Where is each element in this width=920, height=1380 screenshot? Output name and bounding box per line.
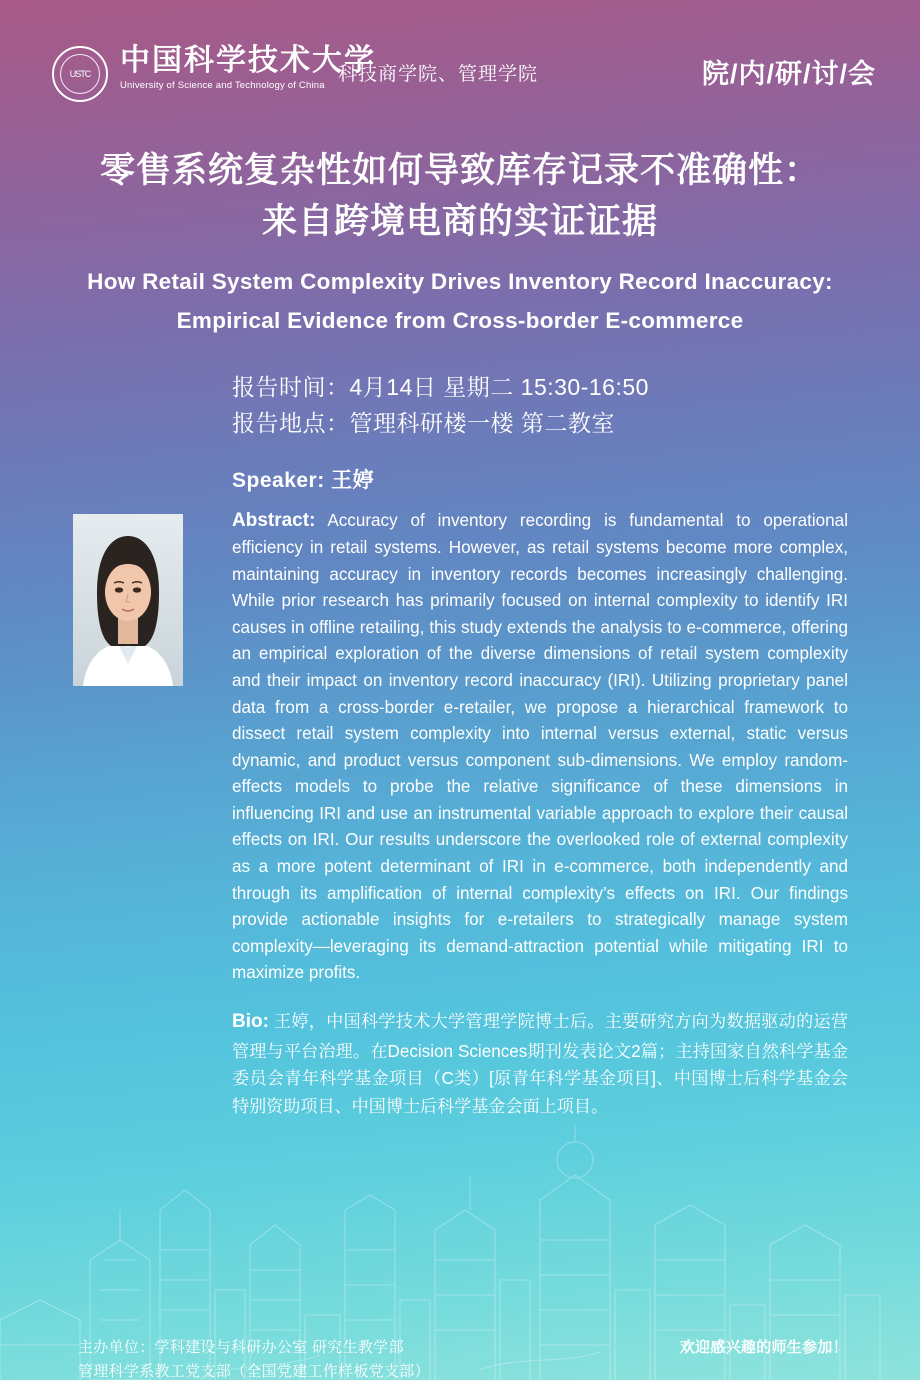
bio-body: 王婷，中国科学技术大学管理学院博士后。主要研究方向为数据驱动的运营管理与平台治理。在Decision Sciences期刊发表论文2篇；主持国家自然科学基金委员会青年科学基金项目（C类）[原青年科学基金项目]、中国博士后科学基金会特别资助项目、中国博士后科学基金会面上项目。: [232, 1011, 848, 1117]
department-name: 科技商学院、管理学院: [338, 64, 539, 85]
avatar: [73, 514, 183, 686]
title-cn-line2: 来自跨境电商的实证证据: [261, 200, 658, 242]
event-time: 报告时间：4月14日 星期二 15:30-16:50: [232, 374, 649, 401]
abstract-body: Accuracy of inventory recording is fundamental to operational efficiency in retail systems. However, as retail systems become more complex, maintaining accuracy in inventory records becomes increasingly challenging. While prior research has primarily focused on internal complexity to identify IRI causes in offline retailing, this study extends the analysis to e-commerce, offering an empirical exploration of the diverse dimensions of retail system complexity and their impact on inventory record inaccuracy (IRI). Utilizing proprietary panel data from a cross-border e-retailer, we propose a hierarchical framework to dissect retail system complexity into internal versus external, static versus dynamic, and product versus component sub-dimensions. We employ random-effects models to probe the relative significance of these dimensions in influencing IRI and use an instrumental variable approach to explore their causal effects on IRI. Our results underscore the overlooked role of external complexity as a more potent determinant of IRI in e-commerce, both independently and through its amplification of internal complexity’s effects on IRI. Our findings provide actionable insights for e-retailers to strategically manage system complexity—leveraging its demand-attraction potential while mitigating IRI to maximize profits.: [232, 510, 848, 983]
welcome-note: 欢迎感兴趣的师生参加！: [679, 1339, 848, 1356]
speaker-line: [0, 464, 920, 494]
bio-text: [0, 1007, 920, 1121]
poster-header: [0, 0, 920, 120]
abstract-label: Abstract:: [232, 509, 316, 531]
university-logo: [52, 44, 376, 102]
ustc-seal-inner: USTC: [60, 54, 100, 94]
event-meta: [0, 370, 920, 441]
title-cn: [0, 146, 920, 248]
ustc-seal-icon: [52, 46, 108, 102]
title-en: [0, 262, 920, 341]
speaker-label: Speaker:: [232, 468, 325, 492]
event-place: 报告地点：管理科研楼一楼 第二教室: [232, 409, 615, 436]
title-cn-line1: 零售系统复杂性如何导致库存记录不准确性：: [99, 150, 820, 191]
bio-label: Bio:: [232, 1010, 269, 1032]
organizer-block: [78, 1336, 430, 1380]
speaker-portrait-illustration: [73, 514, 183, 686]
speaker-name: 王婷: [331, 468, 375, 492]
title-en-line1: How Retail System Complexity Drives Inventory Record Inaccuracy:: [87, 268, 833, 294]
title-en-line2: Empirical Evidence from Cross-border E-commerce: [176, 307, 744, 333]
university-name-en: University of Science and Technology of China: [120, 80, 325, 91]
organizer-line-1: 主办单位：学科建设与科研办公室 研究生教学部: [78, 1339, 404, 1356]
body-section: [0, 506, 920, 987]
university-name-cn: 中国科学技术大学: [120, 43, 376, 78]
series-label: 院/内/研/讨/会: [701, 59, 876, 89]
organizer-line-2: 管理科学系教工党支部（全国党建工作样板党支部）: [78, 1363, 430, 1380]
